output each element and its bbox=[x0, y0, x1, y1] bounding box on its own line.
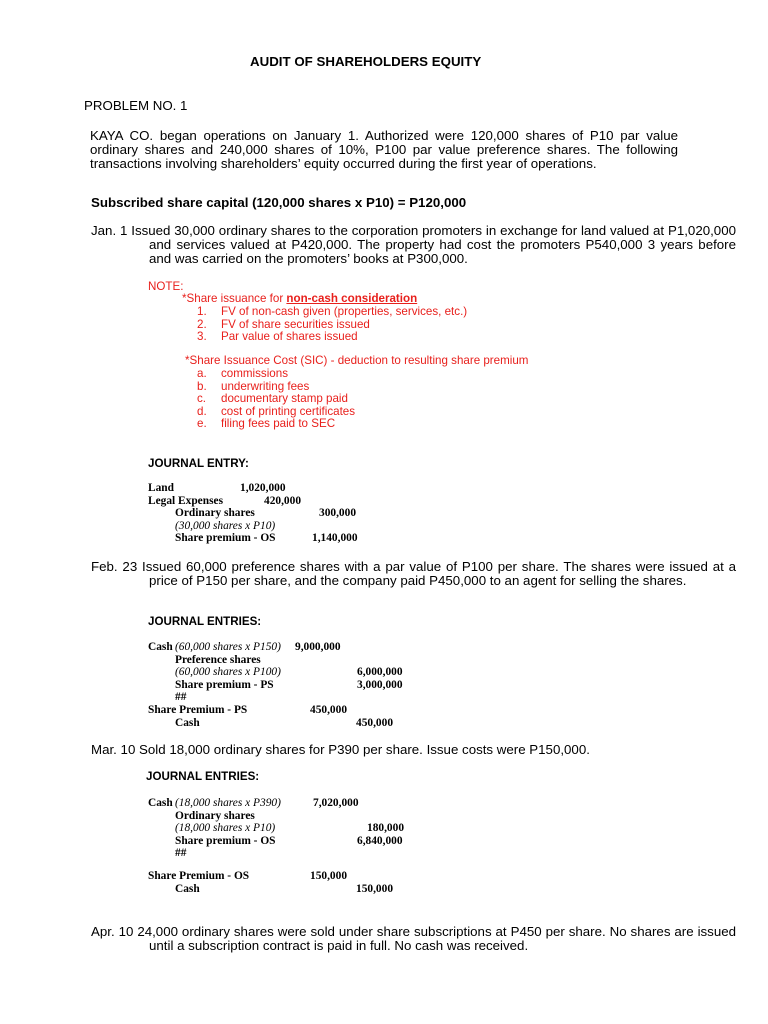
je-row: (60,000 shares x P100) 6,000,000 bbox=[175, 666, 403, 679]
intro-paragraph: KAYA CO. began operations on January 1. Authorized were 120,000 shares of P10 par value ordinary shares and 240,000 shares of 10%, P100 par value preference shares. The following transactions involving shareholders’ equity occurred during the first year of operations. bbox=[90, 128, 678, 172]
note-noncash-heading bbox=[182, 293, 417, 305]
je-row: Ordinary shares 300,000 bbox=[175, 507, 357, 520]
journal-entries-heading: JOURNAL ENTRIES: bbox=[148, 615, 262, 628]
je-row: Cash (18,000 shares x P390) 7,020,000 bbox=[148, 797, 359, 809]
je-row: Share premium - OS 1,140,000 bbox=[175, 532, 358, 545]
je-row: Share Premium - OS 150,000 bbox=[148, 869, 348, 882]
journal-entry-1 bbox=[148, 482, 408, 545]
je-row: Cash 150,000 bbox=[175, 882, 394, 895]
je-row: Legal Expenses 420,000 bbox=[148, 494, 302, 507]
note-sic-heading: *Share Issuance Cost (SIC) - deduction to resulting share premium bbox=[185, 354, 529, 367]
list-item: 1. FV of non-cash given (properties, services, etc.) bbox=[197, 305, 468, 318]
je-row: Share premium - PS 3,000,000 bbox=[175, 678, 403, 691]
je-row: Cash (60,000 shares x P150) 9,000,000 bbox=[148, 641, 341, 653]
je-row: (30,000 shares x P10) bbox=[175, 519, 276, 532]
list-item: a. commissions bbox=[197, 367, 288, 380]
sic-list bbox=[197, 368, 355, 431]
je-row: ## bbox=[175, 691, 187, 704]
je-row: (18,000 shares x P10) 180,000 bbox=[175, 822, 405, 835]
je-row: Ordinary shares bbox=[175, 809, 255, 822]
journal-entry-3 bbox=[148, 797, 428, 895]
page-title: AUDIT OF SHAREHOLDERS EQUITY bbox=[250, 54, 482, 69]
journal-entry-2 bbox=[148, 641, 428, 729]
journal-entries-heading: JOURNAL ENTRIES: bbox=[146, 770, 260, 783]
list-item: 3. Par value of shares issued bbox=[197, 330, 358, 344]
je-row: ## bbox=[175, 847, 187, 860]
subscribed-capital-line: Subscribed share capital (120,000 shares x P10) = P120,000 bbox=[91, 195, 467, 210]
je-row: Preference shares bbox=[175, 653, 261, 666]
list-item: d. cost of printing certificates bbox=[197, 404, 356, 418]
je-row: Land 1,020,000 bbox=[148, 482, 286, 494]
noncash-list bbox=[197, 306, 467, 344]
apr-transaction: Apr. 10 24,000 ordinary shares were sold under share subscriptions at P450 per share. No shares are issued until a subscription contract is paid in full. No cash was received. bbox=[91, 924, 736, 954]
note-noncash-prefix: *Share issuance for bbox=[182, 292, 287, 305]
list-item: e. filing fees paid to SEC bbox=[197, 417, 336, 431]
je-row: Share premium - OS 6,840,000 bbox=[175, 834, 403, 847]
jan-transaction: Jan. 1 Issued 30,000 ordinary shares to the corporation promoters in exchange for land valued at P1,020,000 and services valued at P420,000. The property had cost the promoters P540,000 3 years before and was carried on the promoters’ books at P300,000. bbox=[91, 223, 736, 267]
je-row: Share Premium - PS 450,000 bbox=[148, 703, 348, 716]
mar-transaction: Mar. 10 Sold 18,000 ordinary shares for P390 per share. Issue costs were P150,000. bbox=[91, 742, 590, 757]
feb-transaction: Feb. 23 Issued 60,000 preference shares with a par value of P100 per share. The shares were issued at a price of P150 per share, and the company paid P450,000 to an agent for selling the shares. bbox=[91, 559, 736, 589]
journal-entry-heading: JOURNAL ENTRY: bbox=[148, 457, 249, 470]
note-noncash-emphasis: non-cash consideration bbox=[286, 292, 418, 305]
list-item: b. underwriting fees bbox=[197, 379, 310, 393]
note-label: NOTE: bbox=[148, 280, 184, 293]
problem-heading: PROBLEM NO. 1 bbox=[84, 98, 188, 113]
je-row: Cash 450,000 bbox=[175, 716, 394, 729]
list-item: 2. FV of share securities issued bbox=[197, 317, 370, 331]
list-item: c. documentary stamp paid bbox=[197, 392, 348, 406]
